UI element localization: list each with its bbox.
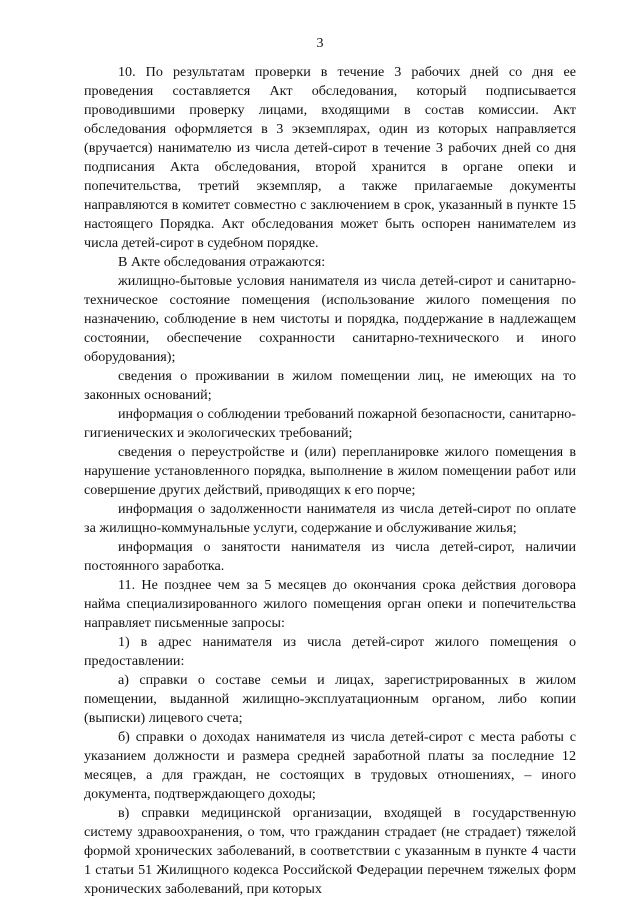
paragraph-unlawful-residents: сведения о проживании в жилом помещении лиц, не имеющих на то законных оснований;: [84, 368, 576, 403]
paragraph-act-contents-intro: В Акте обследования отражаются:: [118, 254, 326, 270]
page-number: 3: [316, 36, 324, 51]
document-body: [84, 63, 576, 899]
paragraph-employment: информация о занятости нанимателя из числа детей-сирот, наличии постоянного заработка.: [84, 539, 576, 574]
paragraph-item-b: б) справки о доходах нанимателя из числа детей-сирот с места работы с указанием должности и размера средней заработной платы за последние 12 месяцев, а для граждан, не состоящих в трудовых отношениях, – иного документа, подтверждающего доходы;: [84, 729, 576, 802]
paragraph-debt: информация о задолженности нанимателя из числа детей-сирот по оплате за жилищно-коммунальные услуги, содержание и обслуживание жилья;: [84, 501, 576, 536]
paragraph-10: 10. По результатам проверки в течение 3 рабочих дней со дня ее проведения составляется Акт обследования, который подписывается проводившими проверку лицами, входящими в состав комиссии. Акт обследования оформляется в 3 экземплярах, один из которых направляется (вручается) нанимателю из числа детей-сирот в течение 3 рабочих дней со дня подписания Акта обследования, второй хранится в органе опеки и попечительства, третий экземпляр, а также прилагаемые документы направляются в комитет совместно с заключением в срок, указанный в пункте 15 настоящего Порядка. Акт обследования может быть оспорен нанимателем из числа детей-сирот в судебном порядке.: [84, 64, 576, 251]
paragraph-item-a: а) справки о составе семьи и лицах, зарегистрированных в жилом помещении, выданной жилищно-эксплуатационным органом, либо копии (выписки) лицевого счета;: [84, 672, 576, 726]
paragraph-fire-safety: информация о соблюдении требований пожарной безопасности, санитарно-гигиенических и экологических требований;: [84, 406, 576, 441]
paragraph-item-v: в) справки медицинской организации, входящей в государственную систему здравоохранения, о том, что гражданин страдает (не страдает) тяжелой формой хронических заболеваний, в соответствии с указанным в пункте 4 части 1 статьи 51 Жилищного кодекса Российской Федерации перечнем тяжелых форм хронических заболеваний, при которых: [84, 805, 576, 897]
paragraph-11: 11. Не позднее чем за 5 месяцев до окончания срока действия договора найма специализированного жилого помещения орган опеки и попечительства направляет письменные запросы:: [84, 577, 576, 631]
paragraph-living-conditions: жилищно-бытовые условия нанимателя из числа детей-сирот и санитарно-техническое состояние помещения (использование жилого помещения по назначению, соблюдение в нем чистоты и порядка, поддержание в надлежащем состоянии, обеспечение сохранности санитарно-технического и иного оборудования);: [84, 273, 576, 365]
paragraph-replanning: сведения о переустройстве и (или) перепланировке жилого помещения в нарушение установленного порядка, выполнение в жилом помещении работ или совершение других действий, приводящих к его порче;: [84, 444, 576, 498]
paragraph-item-1: 1) в адрес нанимателя из числа детей-сирот жилого помещения о предоставлении:: [84, 634, 576, 669]
